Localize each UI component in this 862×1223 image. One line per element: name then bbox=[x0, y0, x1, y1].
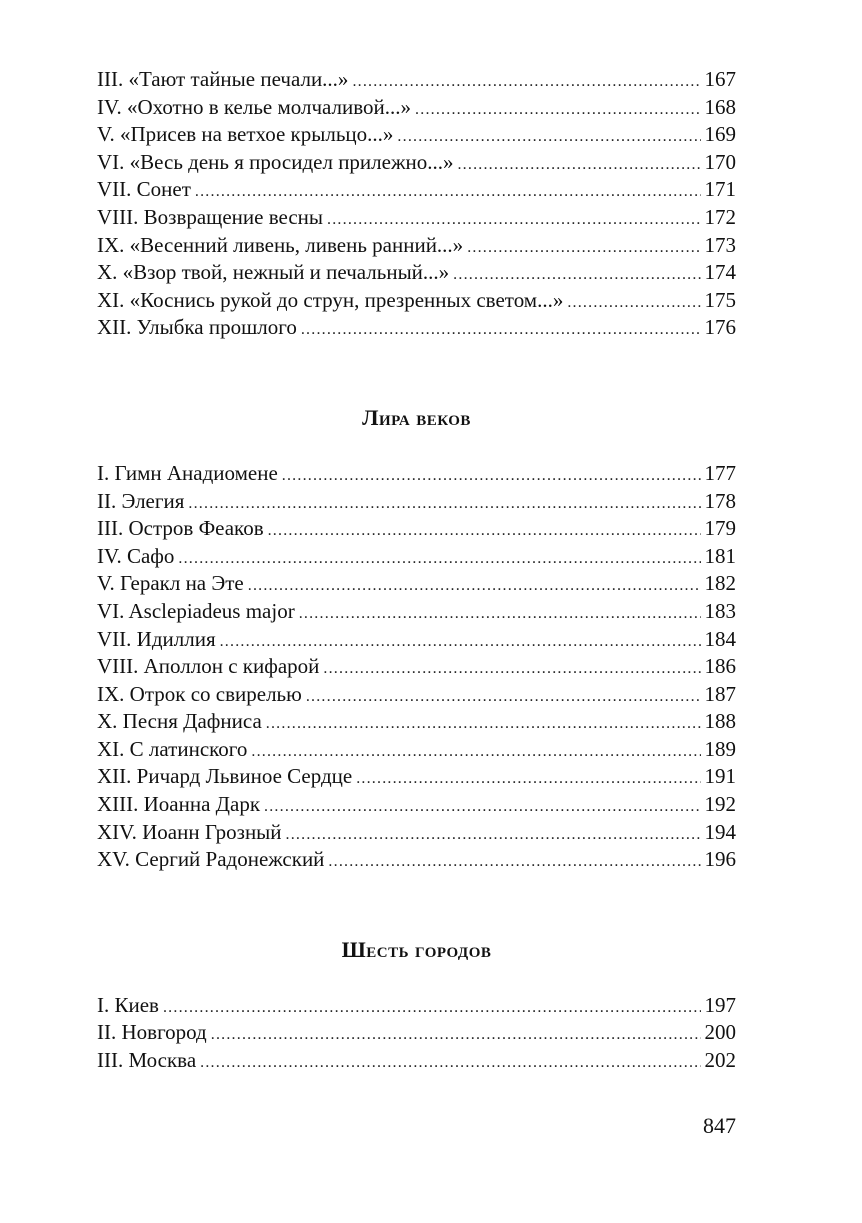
dot-leader bbox=[306, 683, 701, 709]
toc-entry-title: I. Гимн Анадиомене bbox=[97, 460, 278, 485]
dot-leader bbox=[286, 821, 701, 847]
toc-entry-page: 169 bbox=[704, 122, 736, 147]
toc-section-continuation bbox=[97, 66, 736, 342]
toc-entry-title: XV. Сергий Радонежский bbox=[97, 847, 325, 872]
toc-entry bbox=[97, 543, 736, 571]
toc-entry bbox=[97, 570, 736, 598]
section-heading: Лира веков bbox=[362, 404, 471, 430]
dot-leader bbox=[457, 151, 700, 177]
toc-entry-title: X. «Взор твой, нежный и печальный...» bbox=[97, 260, 450, 285]
toc-entry bbox=[97, 626, 736, 654]
toc-entry-page: 167 bbox=[704, 67, 736, 91]
dot-leader bbox=[301, 316, 701, 342]
toc-entry-page: 170 bbox=[704, 149, 736, 174]
toc-entry-page: 191 bbox=[704, 764, 736, 789]
toc-entry-title: VIII. Возвращение весны bbox=[97, 204, 324, 229]
toc-entry-page: 177 bbox=[704, 460, 736, 485]
toc-entry-title: IX. «Весенний ливень, ливень ранний...» bbox=[97, 232, 464, 257]
toc-entry-title: VII. Сонет bbox=[97, 177, 191, 202]
toc-entry-title: XII. Ричард Львиное Сердце bbox=[97, 764, 353, 789]
dot-leader bbox=[327, 206, 700, 232]
toc-entry-page: 182 bbox=[704, 571, 736, 596]
toc-entry-page: 176 bbox=[704, 315, 736, 340]
dot-leader bbox=[200, 1049, 700, 1075]
dot-leader bbox=[397, 123, 700, 149]
toc-entry-title: XII. Улыбка прошлого bbox=[97, 315, 297, 340]
toc-entry-page: 187 bbox=[704, 681, 736, 706]
toc-entry-title: XI. «Коснись рукой до струн, презренных светом...» bbox=[97, 287, 564, 312]
toc-entry-page: 202 bbox=[704, 1048, 736, 1073]
toc-entry-page: 183 bbox=[704, 598, 736, 623]
toc-entry bbox=[97, 653, 736, 681]
toc-entry-page: 168 bbox=[704, 94, 736, 119]
dot-leader bbox=[163, 994, 701, 1020]
toc-entry bbox=[97, 515, 736, 543]
toc-entry-title: V. «Присев на ветхое крыльцо...» bbox=[97, 122, 394, 147]
toc-entry-title: X. Песня Дафниса bbox=[97, 709, 262, 734]
toc-entry-title: II. Новгород bbox=[97, 1020, 207, 1045]
table-of-contents bbox=[97, 66, 736, 1075]
toc-entry-title: III. Остров Феаков bbox=[97, 516, 264, 541]
toc-entry-page: 184 bbox=[704, 626, 736, 651]
toc-entry-page: 197 bbox=[704, 992, 736, 1017]
toc-entry bbox=[97, 791, 736, 819]
toc-entry-title: VI. «Весь день я просидел прилежно...» bbox=[97, 149, 454, 174]
toc-entry-page: 179 bbox=[704, 516, 736, 541]
toc-entry bbox=[97, 94, 736, 122]
dot-leader bbox=[323, 655, 700, 681]
toc-entry-page: 189 bbox=[704, 736, 736, 761]
toc-entry bbox=[97, 66, 736, 94]
dot-leader bbox=[453, 261, 700, 287]
toc-entry-page: 173 bbox=[704, 232, 736, 257]
toc-section-lira-vekov bbox=[97, 404, 736, 874]
toc-entry-title: XI. С латинского bbox=[97, 736, 248, 761]
toc-entry bbox=[97, 204, 736, 232]
toc-entry bbox=[97, 1019, 736, 1047]
dot-leader bbox=[266, 710, 701, 736]
toc-entry bbox=[97, 287, 736, 315]
toc-entry bbox=[97, 1047, 736, 1075]
toc-entry-title: V. Геракл на Эте bbox=[97, 571, 244, 596]
dot-leader bbox=[268, 517, 701, 543]
toc-entry-page: 194 bbox=[704, 819, 736, 844]
page-number: 847 bbox=[703, 1113, 736, 1138]
dot-leader bbox=[356, 765, 700, 791]
toc-entry-page: 175 bbox=[704, 287, 736, 312]
toc-entry-title: VIII. Аполлон с кифарой bbox=[97, 654, 320, 679]
toc-entry-title: VI. Asclepiadeus major bbox=[97, 598, 295, 623]
toc-entry bbox=[97, 176, 736, 204]
toc-section-shest-gorodov bbox=[97, 936, 736, 1075]
dot-leader bbox=[352, 68, 700, 94]
toc-entry-title: XIII. Иоанна Дарк bbox=[97, 792, 261, 817]
dot-leader bbox=[195, 178, 701, 204]
toc-entry bbox=[97, 763, 736, 791]
toc-entry-title: III. «Тают тайные печали...» bbox=[97, 67, 349, 91]
toc-entry bbox=[97, 846, 736, 874]
toc-entry-page: 200 bbox=[704, 1020, 736, 1045]
toc-entry bbox=[97, 121, 736, 149]
toc-entry-page: 188 bbox=[704, 709, 736, 734]
dot-leader bbox=[567, 289, 700, 315]
dot-leader bbox=[251, 738, 700, 764]
toc-entry-page: 192 bbox=[704, 792, 736, 817]
dot-leader bbox=[282, 462, 701, 488]
toc-entry bbox=[97, 992, 736, 1020]
toc-entry bbox=[97, 259, 736, 287]
toc-entry bbox=[97, 681, 736, 709]
dot-leader bbox=[328, 848, 700, 874]
toc-entry bbox=[97, 819, 736, 847]
section-heading: Шесть городов bbox=[341, 936, 492, 962]
dot-leader bbox=[467, 234, 700, 260]
toc-entry bbox=[97, 460, 736, 488]
dot-leader bbox=[248, 572, 701, 598]
dot-leader bbox=[211, 1021, 701, 1047]
toc-entry bbox=[97, 232, 736, 260]
dot-leader bbox=[188, 490, 700, 516]
dot-leader bbox=[299, 600, 701, 626]
toc-entry-title: IV. «Охотно в келье молчаливой...» bbox=[97, 94, 412, 119]
toc-entry bbox=[97, 149, 736, 177]
toc-entry-page: 174 bbox=[704, 260, 736, 285]
dot-leader bbox=[415, 96, 700, 122]
toc-entry-title: IV. Сафо bbox=[97, 543, 175, 568]
toc-entry bbox=[97, 708, 736, 736]
toc-entry bbox=[97, 488, 736, 516]
toc-entry-title: VII. Идиллия bbox=[97, 626, 216, 651]
toc-entry bbox=[97, 598, 736, 626]
dot-leader bbox=[220, 628, 701, 654]
toc-entry-page: 171 bbox=[704, 177, 736, 202]
toc-entry-title: IX. Отрок со свирелью bbox=[97, 681, 302, 706]
dot-leader bbox=[178, 545, 700, 571]
toc-entry-title: II. Элегия bbox=[97, 488, 185, 513]
toc-entry-page: 186 bbox=[704, 654, 736, 679]
toc-entry-page: 178 bbox=[704, 488, 736, 513]
dot-leader bbox=[264, 793, 700, 819]
toc-entry-title: III. Москва bbox=[97, 1048, 197, 1073]
toc-entry bbox=[97, 314, 736, 342]
toc-entry-page: 196 bbox=[704, 847, 736, 872]
toc-entry-title: XIV. Иоанн Грозный bbox=[97, 819, 282, 844]
toc-entry bbox=[97, 736, 736, 764]
toc-entry-title: I. Киев bbox=[97, 992, 159, 1017]
toc-entry-page: 181 bbox=[704, 543, 736, 568]
toc-entry-page: 172 bbox=[704, 204, 736, 229]
